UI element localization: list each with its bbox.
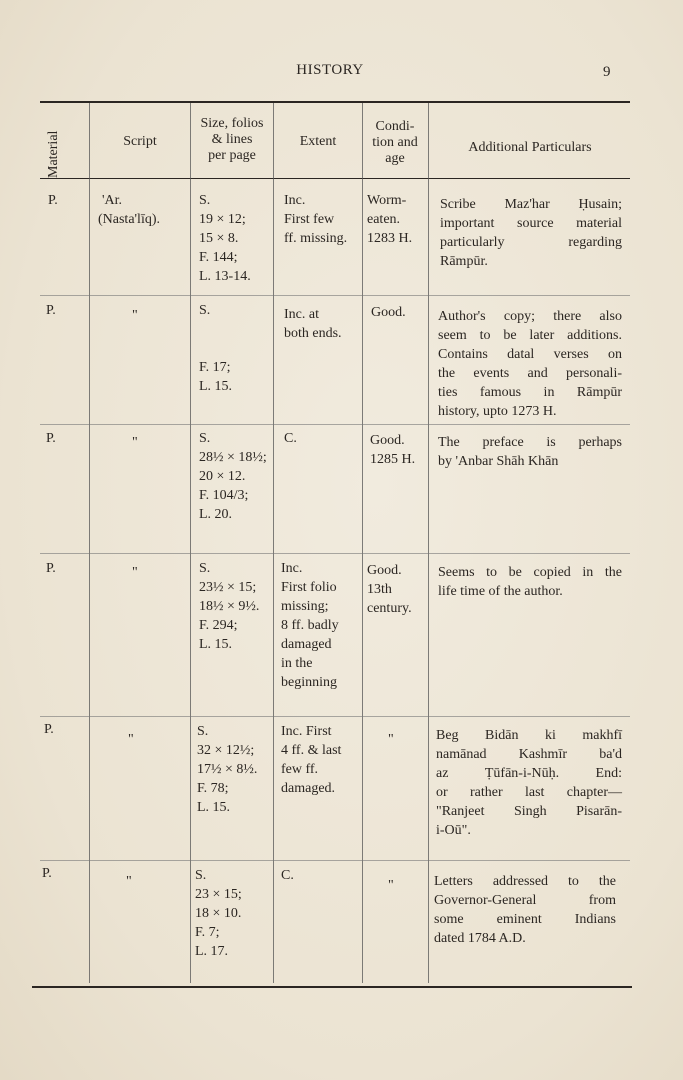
row-separator [40,716,630,717]
row3-script: " [132,435,138,450]
table-header-rule [40,178,630,179]
column-header-material: Material [46,130,61,178]
row2-extent: Inc. at both ends. [284,307,342,341]
row5-condition: " [388,732,394,747]
row-separator [40,553,630,554]
column-divider [190,103,191,983]
row5-particulars: Beg Bidān ki makhfī namānad Kashmīr ba'd az Ṭūfān-i-Nūḥ. End: or rather last chapter— "Ranjeet Singh Pisarān- i-Oū". [436,728,622,838]
row4-condition: Good. 13th century. [367,563,412,616]
row1-size: S. 19 × 12; 15 × 8. F. 144; L. 13-14. [199,193,251,284]
row3-condition: Good. 1285 H. [370,433,416,467]
page-running-title: HISTORY [296,62,364,78]
row4-extent: Inc. First folio missing; 8 ff. badly damaged in the beginning [281,561,339,690]
row5-size: S. 32 × 12½; 17½ × 8½. F. 78; L. 15. [197,724,258,815]
column-divider [273,103,274,983]
row-separator [40,295,630,296]
column-divider [428,103,429,983]
row6-extent: C. [281,868,294,883]
row6-material: P. [42,866,52,881]
row3-material: P. [46,431,56,446]
row4-script: " [132,565,138,580]
row2-particulars: Author's copy; there also seem to be later additions. Contains datal verses on the events and personali- ties famous in Rāmpūr history, upto 1273 H. [438,309,622,419]
row2-script: " [132,308,138,323]
page-number: 9 [603,64,611,80]
column-header-script: Script [123,134,157,149]
row5-material: P. [44,722,54,737]
row1-extent: Inc. First few ff. missing. [284,193,348,246]
table-top-rule [40,101,630,103]
row1-material: P. [48,193,58,208]
row6-size: S. 23 × 15; 18 × 10. F. 7; L. 17. [195,868,242,959]
row5-extent: Inc. First 4 ff. & last few ff. damaged. [281,724,342,796]
row5-script: " [128,732,134,747]
row1-particulars: Scribe Maz'har Ḥusain; important source material particularly regarding Rāmpūr. [440,197,622,269]
row3-particulars: The preface is perhaps by 'Anbar Shāh Khān [438,435,622,469]
row1-condition: Worm- eaten. 1283 H. [367,193,413,246]
row2-material: P. [46,303,56,318]
column-header-condition: Condi- tion and age [372,119,418,166]
column-divider [89,103,90,983]
row3-size: S. 28½ × 18½; 20 × 12. F. 104/3; L. 20. [199,431,267,522]
table-bottom-rule [32,986,632,988]
row4-size: S. 23½ × 15; 18½ × 9½. F. 294; L. 15. [199,561,260,652]
row2-size: S. F. 17; L. 15. [199,303,233,394]
row-separator [40,860,630,861]
column-header-particulars: Additional Particulars [468,140,592,155]
row-separator [40,424,630,425]
row6-script: " [126,874,132,889]
column-header-extent: Extent [299,134,337,149]
row6-condition: " [388,878,394,893]
row4-material: P. [46,561,56,576]
row2-condition: Good. [371,305,406,320]
row1-script: 'Ar. (Nasta'līq). [98,193,161,227]
row3-extent: C. [284,431,297,446]
column-header-size: Size, folios & lines per page [200,116,264,163]
row6-particulars: Letters addressed to the Governor-General from some eminent Indians dated 1784 A.D. [434,874,616,946]
row4-particulars: Seems to be copied in the life time of the author. [438,565,622,599]
